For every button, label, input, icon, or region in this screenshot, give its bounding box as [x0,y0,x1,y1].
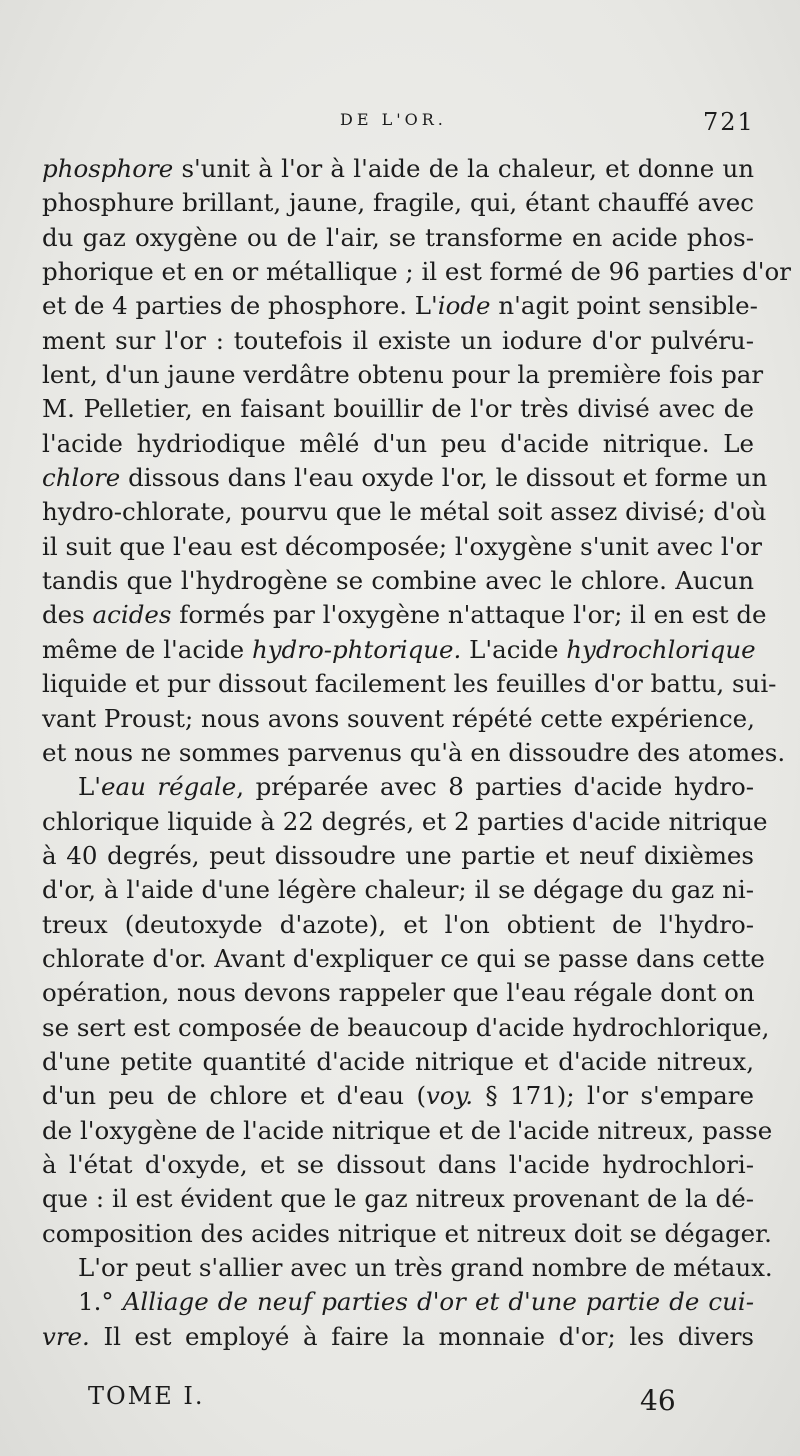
text-line [42,633,754,667]
text-segment: opération, nous devons rappeler que l'eau régale dont on [42,978,755,1008]
text-segment: § 171); l'or s'empare [473,1081,754,1111]
text-segment: et nous ne sommes parvenus qu'à en dissoudre des atomes. [42,737,786,767]
text-line [42,324,754,358]
sheet-number: 46 [640,1384,676,1417]
body-text [42,152,792,1354]
text-segment: n'agit point sensible- [490,291,758,321]
text-segment: hydro-chlorate, pourvu que le métal soit assez divisé; d'où [42,497,767,527]
text-line [42,976,754,1010]
text-segment: liquide et pur dissout facilement les feuilles d'or battu, sui- [42,669,777,699]
text-segment: s'unit à l'or à l'aide de la chaleur, et donne un [173,154,754,183]
text-line [42,1148,754,1182]
signature-mark: TOME I. [88,1382,205,1410]
text-segment: phorique et en or métallique ; il est formé de 96 parties d'or [42,257,792,287]
text-line [42,461,768,495]
text-segment: ment sur l'or : toutefois il existe un iodure d'or pulvéru- [42,325,754,355]
text-line [42,427,754,461]
text-line [42,255,792,289]
text-segment: des [42,600,93,630]
text-segment: du gaz oxygène ou de l'air, se transforme en acide phos- [42,222,754,252]
text-segment: treux (deutoxyde d'azote), et l'on obtient de l'hydro- [42,909,754,939]
text-line [42,358,764,392]
text-line [42,1011,770,1045]
text-segment: il suit que l'eau est décomposée; l'oxygène s'unit avec l'or [42,531,762,561]
page-number: 721 [703,108,755,136]
italic-segment: eau régale [101,772,237,802]
text-line [42,1320,754,1354]
running-title: DE L'OR. [340,110,447,129]
text-segment: L'acide [461,634,567,664]
text-segment: chlorate d'or. Avant d'expliquer ce qui se passe dans cette [42,943,765,973]
italic-segment: vre. [42,1321,90,1351]
text-line [42,839,754,873]
text-line [42,702,754,736]
text-line [42,908,754,942]
italic-segment: iode [437,291,491,321]
text-line [42,221,754,255]
text-line [42,1251,773,1285]
italic-segment: acides [92,600,172,630]
text-line [42,736,786,770]
text-line [42,392,754,426]
text-line [42,1182,754,1216]
italic-segment: hydro-phtorique. [251,634,462,664]
text-line [42,805,768,839]
text-line [42,1114,773,1148]
text-line [42,530,762,564]
italic-segment: chlore [42,463,121,493]
italic-segment: Alliage de neuf parties d'or et d'une partie de cui- [122,1287,754,1317]
text-segment: d'or, à l'aide d'une légère chaleur; il se dégage du gaz ni- [42,875,754,905]
text-line [42,1285,754,1319]
text-segment: et de 4 parties de phosphore. L' [42,291,438,321]
text-line [42,942,765,976]
text-line [42,873,754,907]
text-line [42,495,767,529]
text-line [42,289,758,323]
text-segment: L' [78,772,102,802]
text-line [42,1217,772,1251]
text-line [42,598,767,632]
text-segment: que : il est évident que le gaz nitreux provenant de la dé- [42,1184,754,1214]
text-segment: de l'oxygène de l'acide nitrique et de l'acide nitreux, passe [42,1115,773,1145]
text-line [42,1045,754,1079]
text-segment: même de l'acide [42,634,252,664]
text-line [42,770,754,804]
text-segment: formés par l'oxygène n'attaque l'or; il en est de [171,600,767,630]
text-line [42,564,754,598]
text-segment: dissous dans l'eau oxyde l'or, le dissout et forme un [120,463,768,493]
text-segment: à l'état d'oxyde, et se dissout dans l'acide hydrochlori- [42,1149,754,1179]
text-segment: composition des acides nitrique et nitreux doit se dégager. [42,1218,772,1248]
text-segment: d'une petite quantité d'acide nitrique et d'acide nitreux, [42,1046,754,1076]
text-line [42,186,754,220]
text-segment: chlorique liquide à 22 degrés, et 2 parties d'acide nitrique [42,806,768,836]
text-line [42,667,777,701]
text-segment: l'acide hydriodique mêlé d'un peu d'acide nitrique. Le [42,428,754,458]
italic-segment: voy. [426,1081,473,1111]
text-segment: L'or peut s'allier avec un très grand nombre de métaux. [78,1253,773,1282]
text-segment: d'un peu de chlore et d'eau ( [42,1081,427,1111]
text-segment: , préparée avec 8 parties d'acide hydro- [236,772,754,802]
text-segment: vant Proust; nous avons souvent répété cette expérience, [42,703,755,733]
text-segment: tandis que l'hydrogène se combine avec le chlore. Aucun [42,566,754,596]
text-segment: Il est employé à faire la monnaie d'or; les divers [89,1321,754,1351]
text-segment: 1.° [78,1287,123,1317]
italic-segment: phosphore [42,154,174,183]
text-segment: se sert est composée de beaucoup d'acide hydrochlorique, [42,1012,770,1042]
text-line [42,152,754,186]
italic-segment: hydrochlorique [566,634,756,664]
text-segment: phosphure brillant, jaune, fragile, qui, étant chauffé avec [42,188,754,218]
text-segment: lent, d'un jaune verdâtre obtenu pour la première fois par [42,360,764,390]
text-line [42,1079,754,1113]
text-segment: à 40 degrés, peut dissoudre une partie et neuf dixièmes [42,840,754,870]
text-segment: M. Pelletier, en faisant bouillir de l'or très divisé avec de [42,394,754,424]
